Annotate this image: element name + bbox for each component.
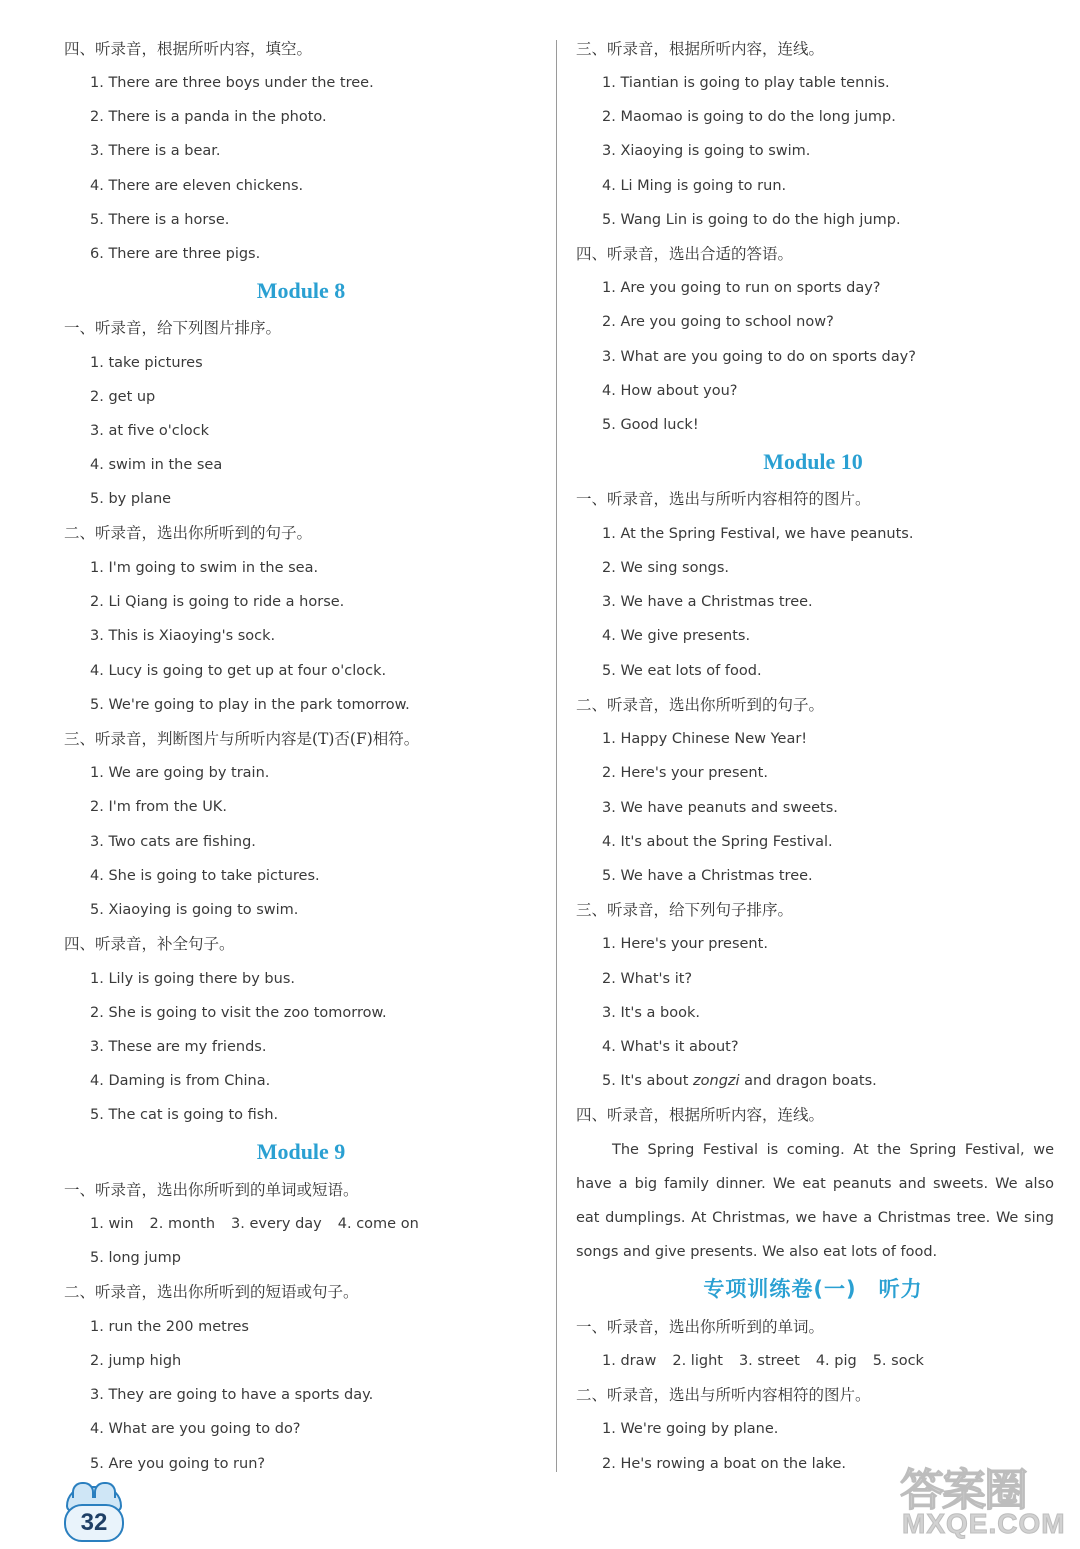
list-item: 2. Li Qiang is going to ride a horse. <box>90 594 345 610</box>
list-item: 3. These are my friends. <box>90 1039 267 1055</box>
section-heading: 三、听录音，判断图片与所听内容是(T)否(F)相符。 <box>64 730 420 748</box>
section-heading: 二、听录音，选出你所听到的短语或句子。 <box>64 1283 359 1301</box>
paragraph-line: The Spring Festival is coming. At the Spring Festival, we <box>612 1142 1054 1158</box>
list-item: 2. Here's your present. <box>602 765 768 781</box>
module-title: Module 8 <box>256 278 346 303</box>
list-item: 5. by plane <box>90 491 172 507</box>
list-item: 1. Are you going to run on sports day? <box>602 280 881 296</box>
list-item-part: 4. pig <box>815 1353 857 1369</box>
list-item: 2. I'm from the UK. <box>90 799 227 815</box>
list-item-part: 1. draw <box>602 1353 657 1369</box>
list-item-part: 5. sock <box>872 1353 924 1369</box>
list-item: 4. Lucy is going to get up at four o'clock. <box>90 663 387 679</box>
list-item <box>90 1213 419 1235</box>
list-item: 1. run the 200 metres <box>90 1319 249 1335</box>
column-divider <box>556 40 557 1472</box>
list-item: 3. It's a book. <box>602 1005 701 1021</box>
list-item: 2. get up <box>90 389 156 405</box>
list-item: 4. Daming is from China. <box>90 1073 271 1089</box>
list-item-part: 3. every day <box>231 1216 322 1232</box>
list-item: 1. At the Spring Festival, we have peanuts. <box>602 526 914 542</box>
list-item: 3. There is a bear. <box>90 143 221 159</box>
list-item-part: 1. win <box>90 1216 134 1232</box>
section-heading: 四、听录音，根据所听内容，连线。 <box>576 1106 825 1124</box>
list-item: 2. Are you going to school now? <box>602 314 834 330</box>
section-heading: 三、听录音，根据所听内容，连线。 <box>576 40 825 58</box>
list-item: 3. We have peanuts and sweets. <box>602 800 838 816</box>
list-item: 4. How about you? <box>602 383 738 399</box>
list-item: 2. Maomao is going to do the long jump. <box>602 109 896 125</box>
page-number-badge <box>60 1486 126 1542</box>
list-item: 5. We eat lots of food. <box>602 663 762 679</box>
list-item: 5. Xiaoying is going to swim. <box>90 902 299 918</box>
watermark-logo <box>900 1452 1076 1546</box>
section-heading: 一、听录音，给下列图片排序。 <box>64 319 282 337</box>
list-item: 5. We have a Christmas tree. <box>602 868 813 884</box>
list-item-part: 3. street <box>738 1353 800 1369</box>
list-item: 5. long jump <box>90 1250 181 1266</box>
list-item: 1. Tiantian is going to play table tennis. <box>602 75 890 91</box>
list-item-part: 2. month <box>149 1216 216 1232</box>
section-heading: 四、听录音，选出合适的答语。 <box>576 245 794 263</box>
section-heading: 一、听录音，选出与所听内容相符的图片。 <box>576 490 871 508</box>
list-item: 2. He's rowing a boat on the lake. <box>602 1456 846 1472</box>
list-item: 1. We are going by train. <box>90 765 270 781</box>
list-item: 5. The cat is going to fish. <box>90 1107 279 1123</box>
section-heading: 二、听录音，选出你所听到的句子。 <box>64 524 313 542</box>
list-item: 4. She is going to take pictures. <box>90 868 320 884</box>
list-item: 4. There are eleven chickens. <box>90 178 304 194</box>
list-item: 3. We have a Christmas tree. <box>602 594 813 610</box>
list-item: 5. Wang Lin is going to do the high jump. <box>602 212 901 228</box>
list-item: 3. They are going to have a sports day. <box>90 1387 374 1403</box>
list-item: 4. It's about the Spring Festival. <box>602 834 833 850</box>
list-item: 2. jump high <box>90 1353 182 1369</box>
module-title: Module 9 <box>256 1139 346 1164</box>
list-item: 2. We sing songs. <box>602 560 730 576</box>
list-item: 4. What's it about? <box>602 1039 739 1055</box>
list-item: 4. swim in the sea <box>90 457 223 473</box>
list-item: 5. We're going to play in the park tomorrow. <box>90 697 410 713</box>
list-item-part: 2. light <box>672 1353 723 1369</box>
module-title: Module 10 <box>763 449 863 474</box>
list-item: 4. We give presents. <box>602 628 751 644</box>
watermark-url: MXQE.COM <box>902 1508 1066 1539</box>
list-item: 2. There is a panda in the photo. <box>90 109 327 125</box>
paragraph-line: eat dumplings. At Christmas, we have a Christmas tree. We sing <box>576 1210 1054 1226</box>
list-item: 2. She is going to visit the zoo tomorrow. <box>90 1005 387 1021</box>
section-heading: 一、听录音，选出你所听到的单词或短语。 <box>64 1181 359 1199</box>
watermark-text: 答案圈 <box>900 1465 1026 1516</box>
section-heading: 二、听录音，选出你所听到的句子。 <box>576 696 825 714</box>
list-item: 1. take pictures <box>90 355 203 371</box>
section-heading: 四、听录音，根据所听内容，填空。 <box>64 40 313 58</box>
section-heading: 三、听录音，给下列句子排序。 <box>576 901 794 919</box>
list-item: 3. Xiaoying is going to swim. <box>602 143 811 159</box>
section-heading: 一、听录音，选出你所听到的单词。 <box>576 1318 825 1336</box>
list-item-part: 4. come on <box>337 1216 419 1232</box>
list-item: 1. I'm going to swim in the sea. <box>90 560 319 576</box>
list-item: 6. There are three pigs. <box>90 246 261 262</box>
paragraph-line: have a big family dinner. We eat peanuts and sweets. We also <box>576 1176 1054 1192</box>
list-item: 1. Here's your present. <box>602 936 768 952</box>
list-item: 5. Good luck! <box>602 417 699 433</box>
list-item: 5. There is a horse. <box>90 212 230 228</box>
list-item: 4. What are you going to do? <box>90 1421 301 1437</box>
list-item: 3. at five o'clock <box>90 423 209 439</box>
list-item: 1. We're going by plane. <box>602 1421 779 1437</box>
list-item: 5. Are you going to run? <box>90 1456 266 1472</box>
list-item: 1. There are three boys under the tree. <box>90 75 374 91</box>
module-title <box>576 1274 1050 1304</box>
list-item: 3. What are you going to do on sports day? <box>602 349 916 365</box>
list-item: 2. What's it? <box>602 971 693 987</box>
list-item: 3. Two cats are fishing. <box>90 834 256 850</box>
section-heading: 二、听录音，选出与所听内容相符的图片。 <box>576 1386 871 1404</box>
section-heading: 四、听录音，补全句子。 <box>64 935 235 953</box>
list-item: 3. This is Xiaoying's sock. <box>90 628 276 644</box>
list-item: 1. Happy Chinese New Year! <box>602 731 808 747</box>
paragraph-line: songs and give presents. We also eat lots of food. <box>576 1244 938 1260</box>
special-test-title: 专项训练卷(一) 听力 <box>703 1277 923 1301</box>
list-item: 5. It's about zongzi and dragon boats. <box>602 1073 877 1089</box>
list-item <box>602 1350 924 1372</box>
list-item: 4. Li Ming is going to run. <box>602 178 787 194</box>
list-item: 1. Lily is going there by bus. <box>90 971 295 987</box>
page-number: 32 <box>64 1504 124 1542</box>
